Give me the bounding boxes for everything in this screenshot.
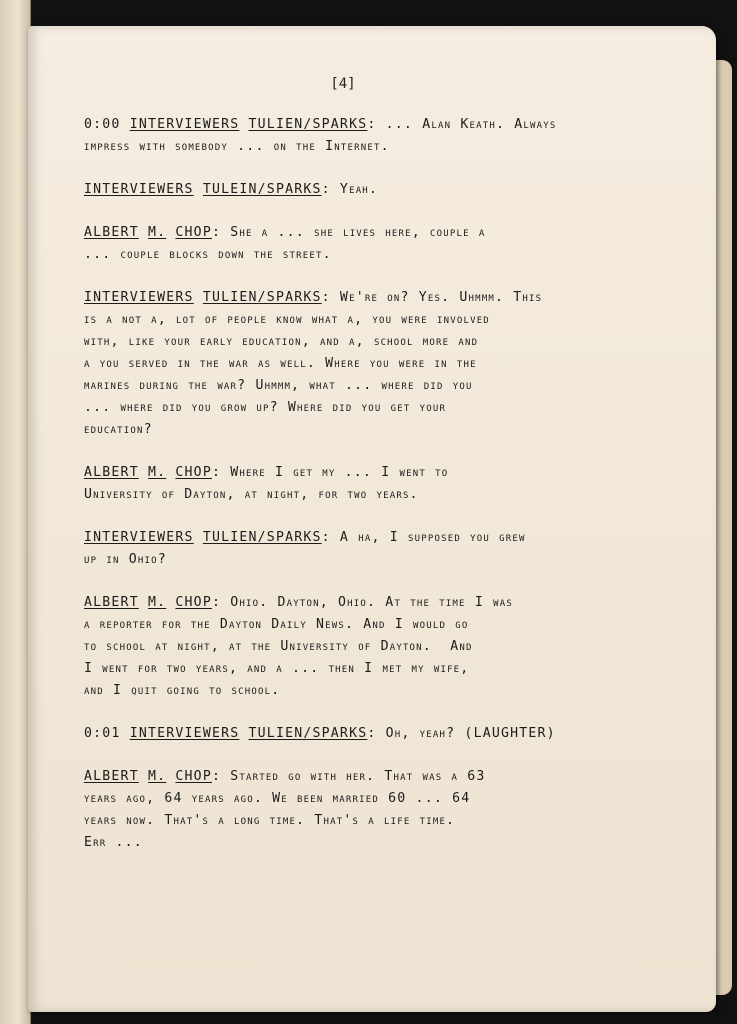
transcript-text: : She a ... she lives here, couple a (211, 225, 486, 240)
transcript-text: : Oh, yeah? (LAUGHTER) (367, 726, 556, 741)
transcript-text: a reporter for the Dayton Daily News. And I would go (84, 617, 469, 632)
speaker-name: TULIEN/SPARKS (202, 530, 322, 545)
speaker-name: CHOP (175, 595, 212, 610)
speaker-name: TULEIN/SPARKS (202, 182, 322, 197)
speaker-name: TULIEN/SPARKS (248, 726, 368, 741)
transcript-text: impress with somebody ... on the Internet. (84, 139, 390, 154)
transcript-entry (84, 222, 604, 266)
transcript-text: and I quit going to school. (84, 683, 281, 698)
transcript-text: University of Dayton, at night, for two years. (84, 487, 419, 502)
transcript-text: : Where I get my ... I went to (211, 465, 449, 480)
speaker-name: INTERVIEWERS (84, 182, 194, 197)
transcript-line (84, 810, 604, 832)
transcript-line (84, 419, 604, 441)
speaker-name: ALBERT (84, 595, 139, 610)
transcript-text: years ago, 64 years ago. We been married 60 ... 64 (84, 791, 471, 806)
transcript-text: ... couple blocks down the street. (84, 247, 332, 262)
transcript-entry (84, 462, 604, 506)
left-page-edge (0, 0, 31, 1024)
transcript-text: : A ha, I supposed you grew (321, 530, 526, 545)
transcript-text: : Yeah. (321, 182, 379, 197)
transcript-entry (84, 527, 604, 571)
transcript-entry (84, 723, 604, 745)
transcript-text: with, like your early education, and a, school more and (84, 334, 479, 349)
transcript-text: : ... Alan Keath. Always (367, 117, 557, 132)
transcript-line (84, 614, 604, 636)
transcript-line (84, 484, 604, 506)
transcript-text: marines during the war? Uhmmm, what ... where did you (84, 378, 473, 393)
transcript-line (84, 788, 604, 810)
transcript-line (84, 462, 604, 484)
transcript-line (84, 527, 604, 549)
speaker-name: CHOP (175, 225, 212, 240)
transcript-text: ... where did you grow up? Where did you get your (84, 400, 447, 415)
transcript-text: I went for two years, and a ... then I met my wife, (84, 661, 470, 676)
transcript-text: Err ... (84, 835, 143, 850)
transcript-line (84, 287, 604, 309)
transcript-entry (84, 287, 604, 441)
transcript-line (84, 592, 604, 614)
transcript-entry (84, 179, 604, 201)
transcript-line (84, 222, 604, 244)
speaker-name: ALBERT (84, 769, 139, 784)
transcript-text: : We're on? Yes. Uhmmm. This (321, 290, 543, 305)
timestamp: 0:01 (84, 726, 121, 741)
transcript-line (84, 680, 604, 702)
transcript-line (84, 114, 604, 136)
transcript-line (84, 766, 604, 788)
transcript-entry (84, 766, 604, 854)
speaker-name: CHOP (175, 465, 212, 480)
speaker-name: TULIEN/SPARKS (202, 290, 322, 305)
transcript-line (84, 658, 604, 680)
transcript-text: to school at night, at the University of Dayton. And (84, 639, 473, 654)
transcript-text: up in Ohio? (84, 552, 167, 567)
transcript-line (84, 549, 604, 571)
speaker-name: ALBERT (84, 465, 139, 480)
transcript-entry (84, 114, 604, 158)
transcript-line (84, 832, 604, 854)
transcript-text: a you served in the war as well. Where you were in the (84, 356, 477, 371)
transcript-text: : Ohio. Dayton, Ohio. At the time I was (211, 595, 513, 610)
speaker-name: INTERVIEWERS (129, 117, 240, 132)
transcript-entry (84, 592, 604, 702)
transcript-text: is a not a, lot of people know what a, you were involved (84, 312, 490, 327)
speaker-name: CHOP (175, 769, 212, 784)
transcript-line (84, 636, 604, 658)
transcript-line (84, 397, 604, 419)
transcript-line (84, 136, 604, 158)
speaker-name: INTERVIEWERS (84, 530, 194, 545)
page-number: [4] (330, 76, 356, 92)
timestamp: 0:00 (84, 117, 121, 132)
transcript-line (84, 353, 604, 375)
transcript-text: education? (84, 422, 153, 437)
transcript-text: : Started go with her. That was a 63 (211, 769, 486, 784)
transcript-line (84, 244, 604, 266)
transcript-body (84, 114, 604, 875)
speaker-name: M. (147, 465, 167, 480)
speaker-name: ALBERT (84, 225, 139, 240)
speaker-name: M. (147, 769, 167, 784)
transcript-text: years now. That's a long time. That's a life time. (84, 813, 456, 828)
transcript-line (84, 179, 604, 201)
speaker-name: INTERVIEWERS (129, 726, 240, 741)
speaker-name: M. (147, 225, 167, 240)
document-page (28, 26, 716, 1012)
speaker-name: TULIEN/SPARKS (248, 117, 368, 132)
speaker-name: M. (147, 595, 167, 610)
transcript-line (84, 375, 604, 397)
transcript-line (84, 331, 604, 353)
speaker-name: INTERVIEWERS (84, 290, 194, 305)
transcript-line (84, 309, 604, 331)
transcript-line (84, 723, 604, 745)
